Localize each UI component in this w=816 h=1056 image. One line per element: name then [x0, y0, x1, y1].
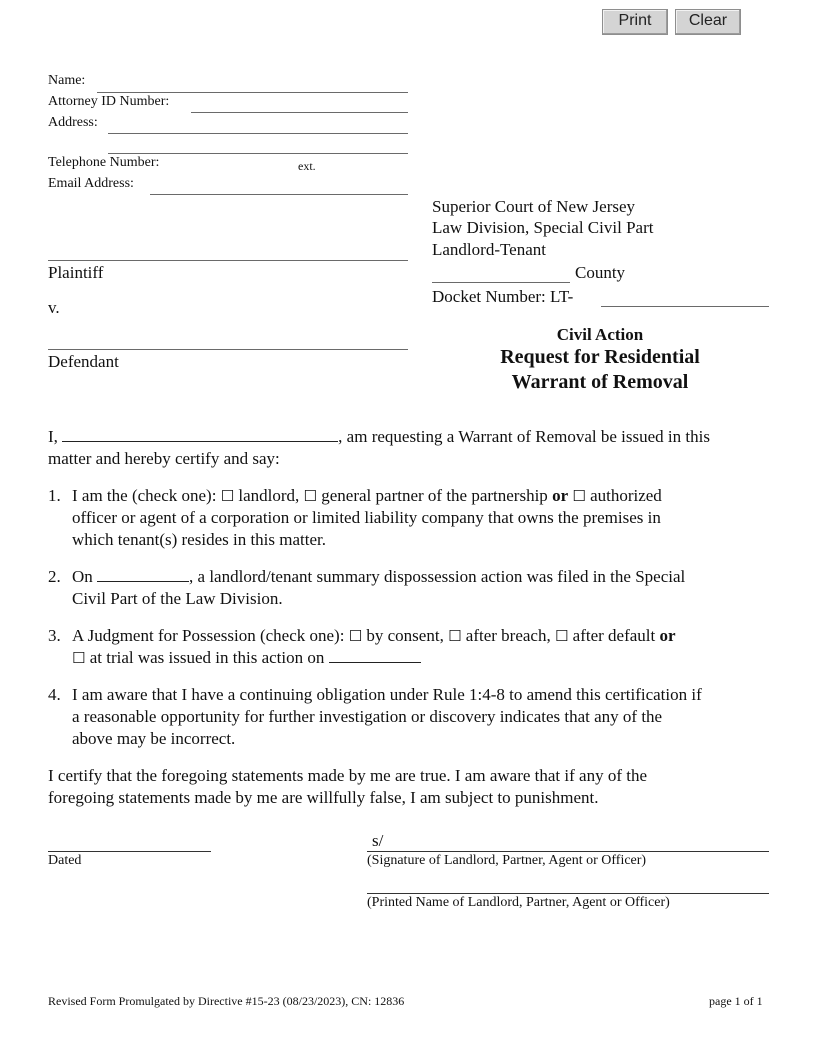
email-label: Email Address: [48, 176, 134, 191]
item-1-text-b: landlord, [238, 486, 300, 505]
versus-label: v. [48, 298, 60, 317]
county-field[interactable] [432, 282, 570, 283]
court-line-2: Law Division, Special Civil Part [432, 218, 654, 237]
address-field-2[interactable] [108, 153, 408, 154]
signature-caption: (Signature of Landlord, Partner, Agent or Officer) [367, 853, 647, 868]
item-3-text-c: after breach, [465, 626, 551, 645]
item-2-line-1 [72, 566, 772, 588]
item-3-line-1 [72, 625, 772, 647]
intro-post: , am requesting a Warrant of Removal be issued in this [338, 427, 710, 446]
item-1-line-2: officer or agent of a corporation or limited liability company that owns the premises in [72, 508, 661, 527]
name-label: Name: [48, 73, 86, 88]
item-3-or: or [659, 626, 676, 645]
email-field[interactable] [150, 194, 408, 195]
item-1-or: or [552, 486, 569, 505]
item-3-line-2 [72, 647, 772, 669]
dated-label: Dated [48, 853, 82, 868]
item-4-line-1: I am aware that I have a continuing obligation under Rule 1:4-8 to amend this certification if [72, 685, 702, 704]
item-1-line-3: which tenant(s) resides in this matter. [72, 530, 326, 549]
court-line-3: Landlord-Tenant [432, 240, 546, 259]
certify-line-2: foregoing statements made by me are willfully false, I am subject to punishment. [48, 788, 599, 807]
print-button[interactable]: Print [602, 9, 668, 35]
judgment-date-field[interactable] [329, 648, 421, 663]
plaintiff-field[interactable] [48, 260, 408, 261]
plaintiff-label: Plaintiff [48, 263, 104, 282]
printed-name-caption: (Printed Name of Landlord, Partner, Agent or Officer) [367, 895, 670, 910]
defendant-label: Defendant [48, 352, 119, 371]
printed-name-field[interactable] [367, 893, 769, 894]
item-3-text-e: at trial was issued in this action on [89, 648, 325, 667]
item-2-number: 2. [48, 567, 61, 586]
court-line-1: Superior Court of New Jersey [432, 197, 636, 216]
signature-field[interactable] [367, 851, 769, 852]
intro-line-2: matter and hereby certify and say: [48, 449, 280, 468]
signature-prefix: s/ [372, 831, 384, 850]
item-2-text-a: On [72, 567, 93, 586]
checkbox-after-breach-icon[interactable]: ☐ [448, 627, 462, 645]
clear-button[interactable]: Clear [675, 9, 741, 35]
address-field-1[interactable] [108, 133, 408, 134]
checkbox-authorized-officer-icon[interactable]: ☐ [572, 487, 586, 505]
checkbox-landlord-icon[interactable]: ☐ [220, 487, 235, 505]
filing-date-field[interactable] [97, 567, 189, 582]
item-4-number: 4. [48, 685, 61, 704]
intro-line-1 [48, 426, 770, 448]
attorney-id-field[interactable] [191, 112, 408, 113]
item-2-text-b: , a landlord/tenant summary dispossession action was filed in the Special [189, 567, 686, 586]
item-4-line-2: a reasonable opportunity for further investigation or discovery indicates that any of the [72, 707, 663, 726]
civil-action-heading: Civil Action [556, 325, 644, 344]
dated-field[interactable] [48, 851, 211, 852]
docket-label: Docket Number: LT- [432, 287, 574, 306]
footer-revision: Revised Form Promulgated by Directive #15-23 (08/23/2023), CN: 12836 [48, 994, 405, 1008]
checkbox-at-trial-icon[interactable]: ☐ [72, 649, 86, 667]
item-3-text-d: after default [572, 626, 656, 645]
telephone-label: Telephone Number: [48, 155, 160, 170]
certify-line-1: I certify that the foregoing statements made by me are true. I am aware that if any of the [48, 766, 648, 785]
intro-pre: I, [48, 427, 58, 446]
item-1-line-1 [72, 485, 772, 507]
item-1-text-c: general partner of the partnership [321, 486, 548, 505]
item-1-text-d: authorized [590, 486, 662, 505]
attorney-id-label: Attorney ID Number: [48, 94, 170, 109]
footer-page-number: page 1 of 1 [709, 994, 763, 1008]
ext-label: ext. [298, 159, 316, 173]
docket-number-field[interactable] [601, 306, 769, 307]
checkbox-general-partner-icon[interactable]: ☐ [303, 487, 317, 505]
form-title-line-2: Warrant of Removal [511, 371, 689, 393]
certifier-name-field[interactable] [62, 427, 338, 442]
item-3-text-b: by consent, [366, 626, 444, 645]
checkbox-by-consent-icon[interactable]: ☐ [348, 627, 363, 645]
item-2-line-2: Civil Part of the Law Division. [72, 589, 283, 608]
county-label: County [575, 263, 626, 282]
form-title-line-1: Request for Residential [500, 346, 700, 368]
item-1-number: 1. [48, 486, 61, 505]
checkbox-after-default-icon[interactable]: ☐ [554, 627, 569, 645]
item-4-line-3: above may be incorrect. [72, 729, 236, 748]
defendant-field[interactable] [48, 349, 408, 350]
name-field[interactable] [97, 92, 408, 93]
item-3-number: 3. [48, 626, 61, 645]
item-3-text-a: A Judgment for Possession (check one): [72, 626, 345, 645]
address-label: Address: [48, 115, 98, 130]
item-1-text-a: I am the (check one): [72, 486, 217, 505]
